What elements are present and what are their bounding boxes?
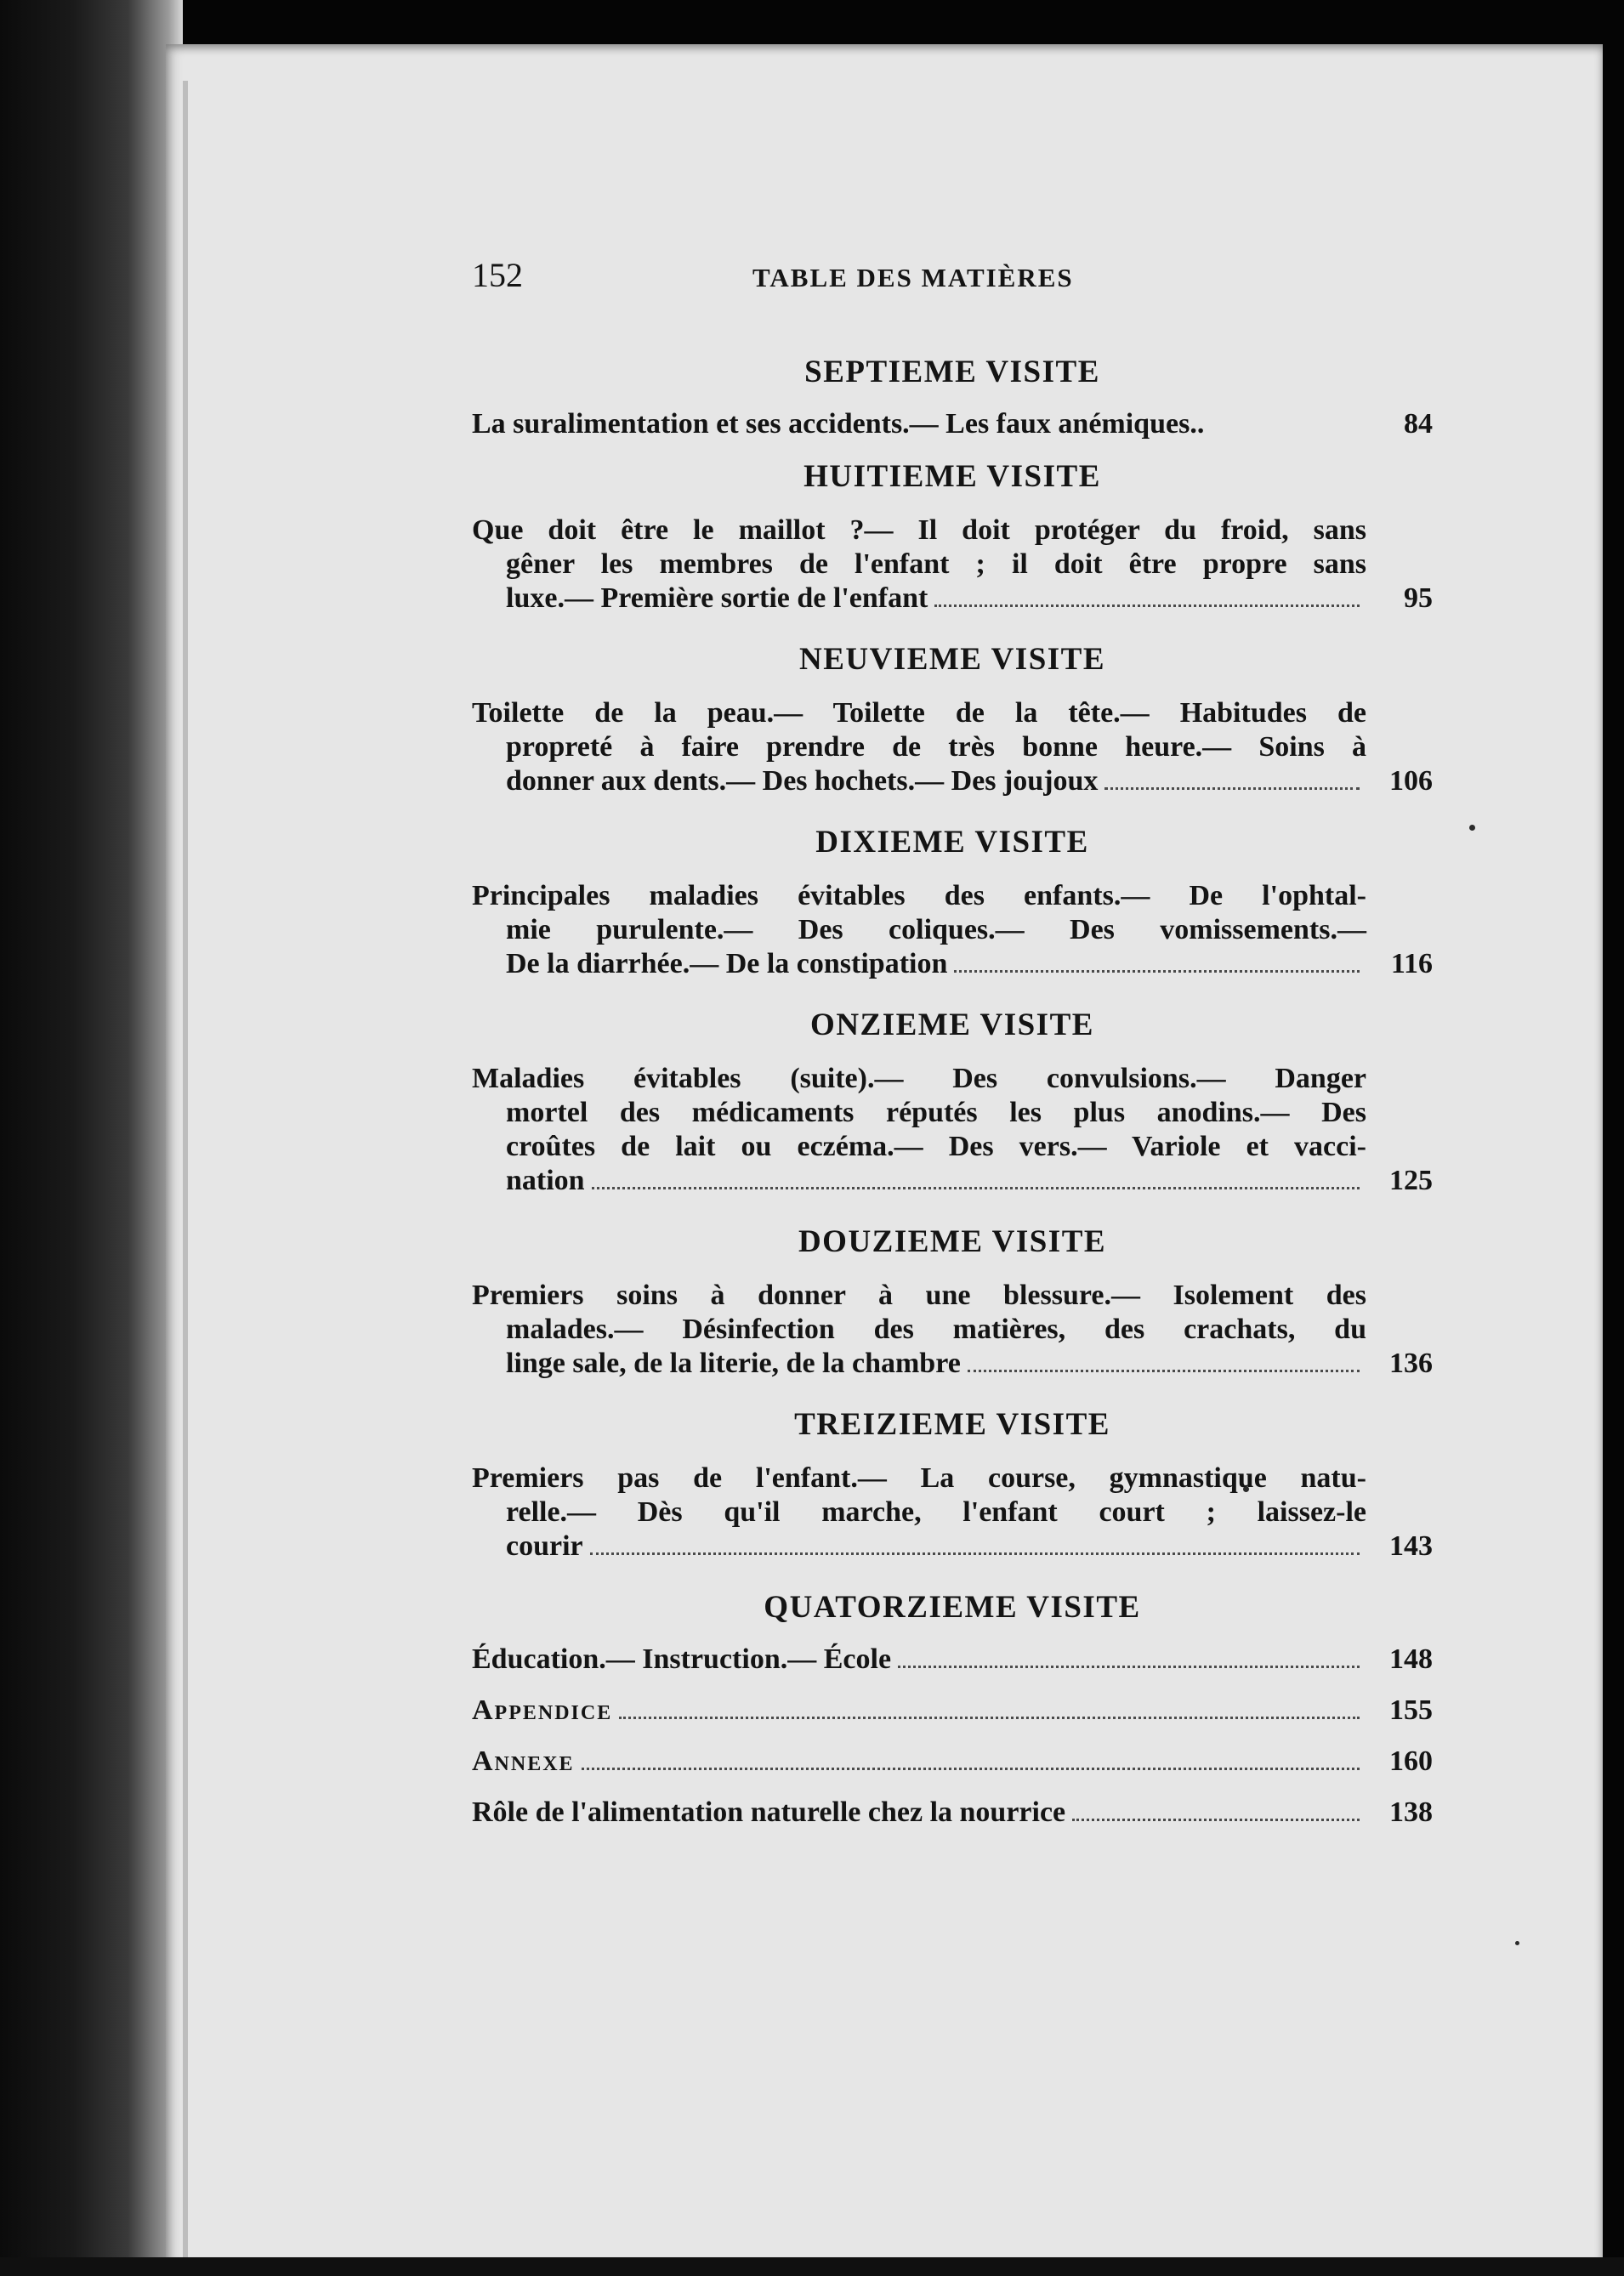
entry-line-text: Annexe [472, 1745, 575, 1777]
entry-text [472, 1062, 1366, 1198]
dot-leader [590, 1552, 1360, 1555]
entry-line: malades.— Désinfection des matières, des crachats, du [506, 1314, 1366, 1345]
entry-line [472, 1347, 1366, 1381]
entry-line [472, 407, 1366, 441]
scan-book-edge [0, 0, 183, 2276]
toc-entry-annexe [472, 1745, 1433, 1779]
running-head [472, 255, 1433, 306]
dot-leader [619, 1717, 1360, 1719]
page-gutter-line [183, 81, 188, 2257]
entry-line-text: De la diarrhée.— De la constipation [506, 948, 948, 979]
entry-page-number: 138 [1389, 1796, 1433, 1828]
entry-page-number: 95 [1404, 582, 1433, 614]
entry-text [472, 1643, 1366, 1677]
entry-line-text: Rôle de l'alimentation naturelle chez la nourrice [472, 1796, 1066, 1828]
entry-text [472, 1796, 1366, 1830]
entry-page-number: 84 [1404, 408, 1433, 440]
entry-text [472, 879, 1366, 981]
toc-entry [472, 879, 1433, 981]
entry-line: Toilette de la peau.— Toilette de la tête.— Habitudes de [472, 697, 1366, 729]
section-title: ONZIEME VISITE [810, 1007, 1094, 1042]
section-title: DIXIEME VISITE [815, 825, 1089, 860]
section-title: QUATORZIEME VISITE [764, 1590, 1141, 1625]
entry-line-text: nation [506, 1165, 585, 1196]
toc-entry-appendice [472, 1694, 1433, 1728]
dot-leader [1072, 1819, 1360, 1821]
entry-page-number: 106 [1389, 765, 1433, 797]
toc-entry [472, 696, 1433, 798]
entry-text [472, 1694, 1366, 1728]
toc-entry [472, 1279, 1433, 1381]
entry-text [472, 696, 1366, 798]
toc-entry [472, 1462, 1433, 1564]
scan-bottom-border [0, 2257, 1624, 2276]
scan-speck [1469, 825, 1475, 831]
entry-line-text: courir [506, 1530, 583, 1562]
page-number: 152 [472, 256, 523, 294]
entry-line-text: linge sale, de la literie, de la chambre [506, 1348, 961, 1379]
entry-line: croûtes de lait ou eczéma.— Des vers.— Variole et vacci- [506, 1131, 1366, 1162]
entry-line: gêner les membres de l'enfant ; il doit être propre sans [506, 548, 1366, 580]
table-of-contents [472, 255, 1433, 1847]
toc-entry [472, 1643, 1433, 1677]
section-title: TREIZIEME VISITE [794, 1407, 1110, 1442]
dot-leader [1104, 787, 1360, 790]
dot-leader [898, 1666, 1360, 1668]
entry-line: Premiers soins à donner à une blessure.— Isolement des [472, 1280, 1366, 1311]
entry-text [472, 407, 1366, 441]
entry-line-text: Appendice [472, 1694, 613, 1726]
entry-line [472, 1164, 1366, 1198]
scan-top-border [0, 0, 1624, 51]
entry-line: relle.— Dès qu'il marche, l'enfant court ; laissez-le [506, 1496, 1366, 1528]
dot-leader [592, 1187, 1360, 1189]
toc-entry [472, 1062, 1433, 1198]
entry-line: Premiers pas de l'enfant.— La course, gymnastique natu- [472, 1462, 1366, 1494]
entry-line: Maladies évitables (suite).— Des convulsions.— Danger [472, 1063, 1366, 1094]
entry-page-number: 160 [1389, 1745, 1433, 1777]
entry-text [472, 1745, 1366, 1779]
entry-page-number: 148 [1389, 1643, 1433, 1675]
section-title: SEPTIEME VISITE [804, 355, 1100, 389]
entry-text [472, 1462, 1366, 1564]
entry-line-text: luxe.— Première sortie de l'enfant [506, 582, 928, 614]
entry-text [472, 1279, 1366, 1381]
entry-line [472, 582, 1366, 616]
entry-line: Principales maladies évitables des enfants.— De l'ophtal- [472, 880, 1366, 911]
section-title: DOUZIEME VISITE [798, 1224, 1107, 1259]
entry-page-number: 116 [1390, 948, 1433, 979]
entry-line: Que doit être le maillot ?— Il doit protéger du froid, sans [472, 514, 1366, 546]
entry-page-number: 125 [1389, 1165, 1433, 1196]
toc-entry [472, 514, 1433, 616]
entry-line [472, 764, 1366, 798]
entry-line-text: donner aux dents.— Des hochets.— Des joujoux [506, 765, 1099, 797]
entry-line [472, 1643, 1366, 1677]
entry-line-text: Éducation.— Instruction.— École [472, 1643, 892, 1675]
entry-line [472, 1694, 1366, 1728]
entry-line [472, 947, 1366, 981]
entry-line [472, 1530, 1366, 1564]
section-title: NEUVIEME VISITE [798, 642, 1106, 677]
entry-line [472, 1796, 1366, 1830]
entry-line: propreté à faire prendre de très bonne heure.— Soins à [506, 731, 1366, 763]
entry-page-number: 143 [1389, 1530, 1433, 1562]
entry-line [472, 1745, 1366, 1779]
entry-text [472, 514, 1366, 616]
running-title: TABLE DES MATIÈRES [752, 263, 1074, 292]
entry-line: mie purulente.— Des coliques.— Des vomissements.— [506, 914, 1366, 945]
dot-leader [582, 1768, 1360, 1770]
entry-line: mortel des médicaments réputés les plus anodins.— Des [506, 1097, 1366, 1128]
entry-line-text: La suralimentation et ses accidents.— Les faux anémiques.. [472, 408, 1205, 440]
section-title: HUITIEME VISITE [803, 459, 1101, 494]
dot-leader [954, 970, 1360, 973]
toc-entry [472, 407, 1433, 441]
scan-speck [1515, 1941, 1519, 1945]
entry-page-number: 136 [1389, 1348, 1433, 1379]
entry-page-number: 155 [1389, 1694, 1433, 1726]
dot-leader [934, 604, 1360, 607]
toc-entry-role-alimentation [472, 1796, 1433, 1830]
scan-right-border [1603, 0, 1624, 2276]
dot-leader [968, 1370, 1360, 1372]
